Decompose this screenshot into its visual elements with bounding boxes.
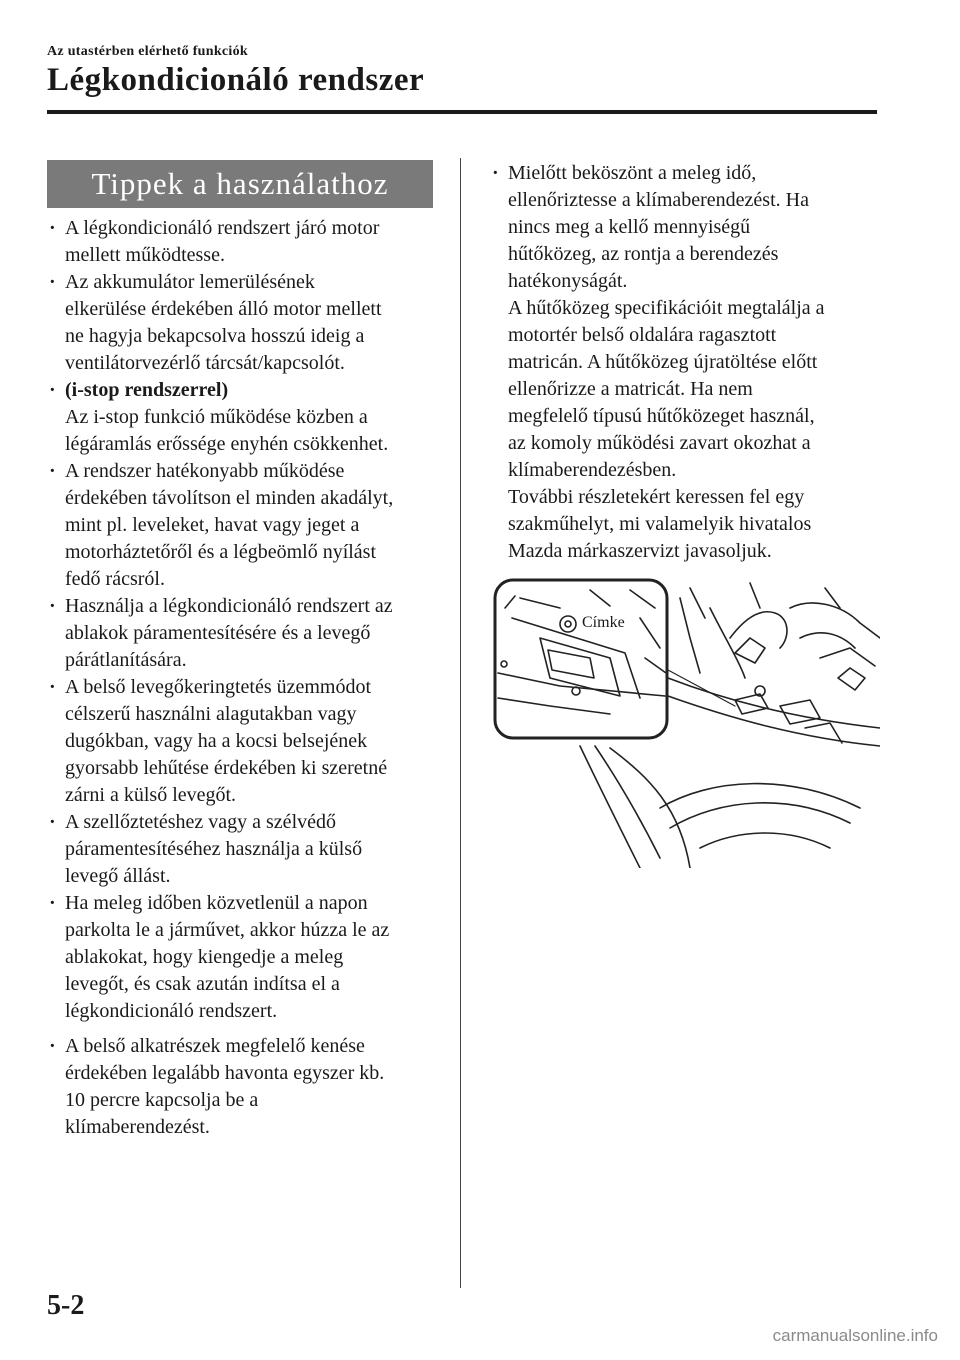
bullet-icon: · xyxy=(49,595,56,617)
list-item-line: párátlanítására. xyxy=(65,649,187,671)
list-item xyxy=(47,215,447,269)
list-item-line: parkolta le a járművet, akkor húzza le az xyxy=(65,919,390,941)
list-item-line: Az i-stop funkció működése közben a xyxy=(65,406,368,428)
list-item-line: szakműhelyt, mi valamelyik hivatalos xyxy=(508,513,812,535)
list-item-line: Használja a légkondicionáló rendszert az xyxy=(65,595,393,617)
bullet-icon: · xyxy=(49,379,56,401)
list-item-line: Ha meleg időben közvetlenül a napon xyxy=(65,892,368,914)
figure-callout-label: Címke xyxy=(582,614,625,631)
list-item xyxy=(47,458,447,593)
list-item-line: elkerülése érdekében álló motor mellett xyxy=(65,298,382,320)
bullet-icon: · xyxy=(492,162,499,184)
list-item-line: klímaberendezést. xyxy=(65,1116,210,1138)
list-item xyxy=(47,269,447,377)
list-item-line: fedő rácsról. xyxy=(65,568,165,590)
engine-bay-drawing xyxy=(490,578,880,868)
list-item-line: ablakokat, hogy kiengedje a meleg xyxy=(65,946,344,968)
list-item-line: az komoly működési zavart okozhat a xyxy=(508,432,811,454)
bullet-icon: · xyxy=(49,676,56,698)
column-divider xyxy=(460,158,461,1288)
list-item-line: légáramlás erőssége enyhén csökkenhet. xyxy=(65,433,389,455)
list-item-line: motorháztetőről és a légbeömlő nyílást xyxy=(65,541,377,563)
list-item-line: levegőt, és csak azután indítsa el a xyxy=(65,973,340,995)
bullet-icon: · xyxy=(49,1035,56,1057)
tips-heading: Tippek a használathoz xyxy=(47,160,433,208)
list-item-line: ne hagyja bekapcsolva hosszú ideig a xyxy=(65,325,365,347)
section-label: Az utastérben elérhető funkciók xyxy=(47,44,248,59)
list-item-line: dugókban, vagy ha a kocsi belsejének xyxy=(65,730,368,752)
tips-list xyxy=(47,215,447,1141)
list-item-line: ellenőrizze a matricát. Ha nem xyxy=(508,378,753,400)
list-item-line: érdekében legalább havonta egyszer kb. xyxy=(65,1062,385,1084)
list-item-line: A hűtőközeg specifikációit megtalálja a xyxy=(508,297,825,319)
list-item-line: célszerű használni alagutakban vagy xyxy=(65,703,357,725)
bullet-icon: · xyxy=(49,460,56,482)
list-item-line: További részletekért keressen fel egy xyxy=(508,486,805,508)
page-title: Légkondicionáló rendszer xyxy=(47,62,425,98)
list-item-line: A belső levegőkeringtetés üzemmódot xyxy=(65,676,372,698)
list-item-line: megfelelő típusú hűtőközeget használ, xyxy=(508,405,815,427)
list-item-line: ellenőriztesse a klímaberendezést. Ha xyxy=(508,189,809,211)
list-item-line: levegő állást. xyxy=(65,865,171,887)
list-item-line: hatékonyságát. xyxy=(508,270,628,292)
list-item-line: 10 percre kapcsolja be a xyxy=(65,1089,259,1111)
title-rule xyxy=(47,110,877,114)
list-item-line: mint pl. leveleket, havat vagy jeget a xyxy=(65,514,360,536)
list-item-line: Mielőtt beköszönt a meleg idő, xyxy=(508,162,757,184)
list-item-text xyxy=(508,160,890,565)
list-item-line: légkondicionáló rendszert. xyxy=(65,1000,278,1022)
list-item-line: A belső alkatrészek megfelelő kenése xyxy=(65,1035,365,1057)
list-item-heading: (i-stop rendszerrel) xyxy=(65,379,229,401)
list-item-line: Mazda márkaszervizt javasoljuk. xyxy=(508,540,772,562)
bullet-icon: · xyxy=(49,217,56,239)
list-item xyxy=(490,160,890,565)
watermark: carmanualsonline.info xyxy=(772,1326,938,1345)
list-item-line: nincs meg a kellő mennyiségű xyxy=(508,216,751,238)
page-number: 5-2 xyxy=(47,1290,85,1321)
bullet-icon: · xyxy=(49,892,56,914)
engine-compartment-illustration xyxy=(490,578,880,868)
list-item xyxy=(47,1033,447,1141)
list-item xyxy=(47,674,447,809)
list-item-line: ablakok páramentesítésére és a levegő xyxy=(65,622,371,644)
list-item xyxy=(47,377,447,458)
list-item-line: mellett működtesse. xyxy=(65,244,225,266)
list-item xyxy=(47,890,447,1025)
list-item-line: Az akkumulátor lemerülésének xyxy=(65,271,315,293)
list-item-line: páramentesítéséhez használja a külső xyxy=(65,838,363,860)
list-item-line: A szellőztetéshez vagy a szélvédő xyxy=(65,811,336,833)
list-item-line: motortér belső oldalára ragasztott xyxy=(508,324,777,346)
list-item-line: hűtőközeg, az rontja a berendezés xyxy=(508,243,779,265)
list-item-line: ventilátorvezérlő tárcsát/kapcsolót. xyxy=(65,352,345,374)
tips-list-right xyxy=(490,160,890,565)
list-item-line: gyorsabb lehűtése érdekében ki szeretné xyxy=(65,757,388,779)
left-column xyxy=(47,215,447,1141)
list-item-line: A légkondicionáló rendszert járó motor xyxy=(65,217,380,239)
list-item-line: klímaberendezésben. xyxy=(508,459,677,481)
right-column xyxy=(490,160,890,565)
list-item-line: A rendszer hatékonyabb működése xyxy=(65,460,345,482)
bullet-icon: · xyxy=(49,811,56,833)
list-item-line: matricán. A hűtőközeg újratöltése előtt xyxy=(508,351,818,373)
list-item-line: érdekében távolítson el minden akadályt, xyxy=(65,487,394,509)
list-item xyxy=(47,593,447,674)
bullet-icon: · xyxy=(49,271,56,293)
list-item xyxy=(47,809,447,890)
list-item-line: zárni a külső levegőt. xyxy=(65,784,237,806)
